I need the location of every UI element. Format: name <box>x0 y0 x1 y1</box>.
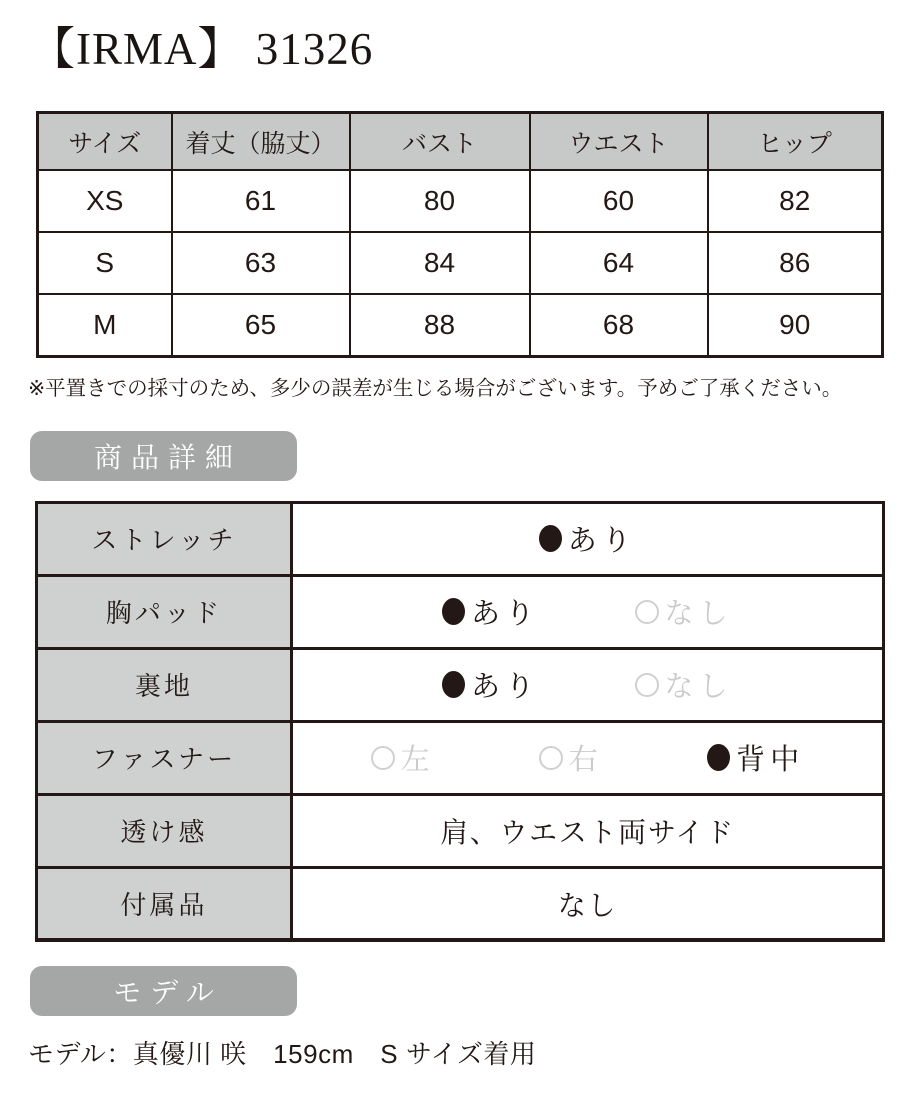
option-back-selected <box>707 737 804 778</box>
option-ari-selected <box>442 591 539 632</box>
size-cell-hip: 82 <box>708 170 883 232</box>
detail-label: 付属品 <box>37 867 292 940</box>
detail-row-sheerness <box>37 794 884 867</box>
radio-unselected-icon <box>539 746 563 770</box>
size-cell-bust: 80 <box>350 170 530 232</box>
size-cell-bust: 84 <box>350 232 530 294</box>
option-group <box>293 518 882 559</box>
size-cell-label: XS <box>38 170 172 232</box>
option-label: 左 <box>400 744 435 777</box>
product-details-table <box>35 501 885 943</box>
radio-selected-icon <box>707 744 730 771</box>
detail-row-zipper <box>37 721 884 794</box>
measurement-note: ※平置きでの採寸のため、多少の誤差が生じる場合がございます。予めご了承ください。 <box>28 376 843 400</box>
option-nashi-unselected <box>635 591 733 632</box>
detail-value: なし <box>557 889 618 921</box>
radio-unselected-icon <box>635 600 659 624</box>
detail-row-stretch <box>37 502 884 575</box>
size-cell-bust: 88 <box>350 294 530 356</box>
detail-label: ファスナー <box>37 721 292 794</box>
section-heading-product-details <box>30 431 297 481</box>
radio-unselected-icon <box>371 746 395 770</box>
size-table-header-length: 着丈（脇丈） <box>172 112 350 170</box>
radio-unselected-icon <box>635 673 659 697</box>
size-table <box>36 111 884 358</box>
option-group <box>293 664 882 705</box>
option-label: 右 <box>568 744 603 777</box>
size-table-header-hip: ヒップ <box>708 112 883 170</box>
size-cell-length: 63 <box>172 232 350 294</box>
section-heading-label: モデル <box>113 977 223 1009</box>
option-left-unselected <box>371 737 435 778</box>
model-info-text: モデル：真優川 咲 159cm S サイズ着用 <box>28 1039 537 1070</box>
size-row-m <box>38 294 883 356</box>
option-label: あり <box>471 671 540 704</box>
radio-selected-icon <box>442 671 465 698</box>
size-row-xs <box>38 170 883 232</box>
size-cell-waist: 64 <box>530 232 708 294</box>
option-nashi-unselected <box>635 664 733 705</box>
size-cell-hip: 86 <box>708 232 883 294</box>
size-cell-label: S <box>38 232 172 294</box>
detail-label: 透け感 <box>37 794 292 867</box>
option-label: なし <box>664 598 733 631</box>
size-row-s <box>38 232 883 294</box>
detail-row-chest-pad <box>37 575 884 648</box>
detail-label: ストレッチ <box>37 502 292 575</box>
page-title: 【IRMA】 31326 <box>30 24 374 74</box>
option-label: あり <box>567 525 637 558</box>
section-heading-model <box>30 966 297 1016</box>
detail-label: 裏地 <box>37 648 292 721</box>
size-cell-waist: 68 <box>530 294 708 356</box>
size-table-header-size: サイズ <box>38 112 172 170</box>
option-group <box>293 737 882 778</box>
option-group <box>293 591 882 632</box>
section-heading-label: 商品詳細 <box>94 441 242 473</box>
option-right-unselected <box>539 737 603 778</box>
option-ari-selected <box>442 664 539 705</box>
size-cell-length: 61 <box>172 170 350 232</box>
option-label: なし <box>664 671 733 704</box>
detail-label: 胸パッド <box>37 575 292 648</box>
option-ari-selected <box>539 518 636 559</box>
size-table-header-row <box>38 112 883 170</box>
option-label: あり <box>471 598 540 631</box>
size-table-header-bust: バスト <box>350 112 530 170</box>
size-table-header-waist: ウエスト <box>530 112 708 170</box>
detail-row-lining <box>37 648 884 721</box>
radio-selected-icon <box>442 598 465 625</box>
radio-selected-icon <box>539 525 562 552</box>
size-cell-label: M <box>38 294 172 356</box>
size-cell-hip: 90 <box>708 294 883 356</box>
option-label: 背中 <box>736 744 805 777</box>
size-cell-length: 65 <box>172 294 350 356</box>
detail-row-accessories <box>37 867 884 940</box>
size-cell-waist: 60 <box>530 170 708 232</box>
detail-value: 肩、ウエスト両サイド <box>440 816 735 848</box>
